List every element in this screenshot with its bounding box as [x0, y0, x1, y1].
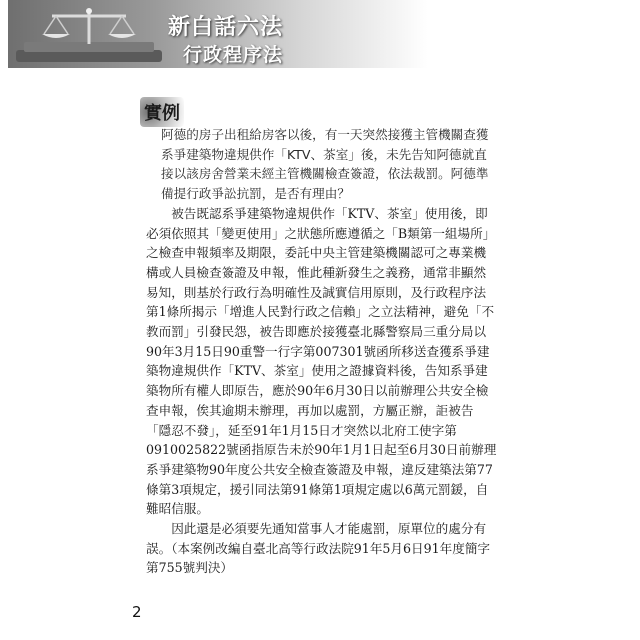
body-text	[146, 125, 498, 578]
conclusion-paragraph: 因此還是必須要先通知當事人才能處罰，原單位的處分有誤。（本案例改編自臺北高等行政法院91年5月6日91年度簡字第755號判決）	[146, 521, 491, 576]
case-question: 阿德的房子出租給房客以後，有一天突然接獲主管機關查獲系爭建築物違規供作「KTV、茶室」後，未先告知阿德就直接以該房舍營業未經主管機關檢查簽證，依法裁罰。阿德準備提行政爭訟抗罰，是否有理由？	[161, 127, 489, 202]
book-subtitle: 行政程序法	[183, 44, 284, 66]
book-title: 新白話六法	[168, 15, 284, 40]
scales-of-justice-icon	[14, 6, 164, 64]
page-number: 2	[132, 603, 142, 621]
section-label: 實例	[140, 97, 184, 127]
analysis-paragraph: 被告既認系爭建築物違規供作「KTV、茶室」使用後，即必須依照其「變更使用」之狀態所應遵循之「B類第一組場所」之檢查申報頻率及期限，委託中央主管建築機關認可之專業機構或人員檢查簽證及申報，惟此種新發生之義務，通常非顯然易知，則基於行政行為明確性及誠實信用原則，及行政程序法第1條所揭示「增進人民對行政之信賴」之立法精神，避免「不教而罰」引發民怨，被告即應於接獲臺北縣警察局三重分局以90年3月15日90重警一行字第007301號函所移送查獲系爭建築物違規供作「KTV、茶室」使用之證據資料後，告知系爭建築物所有權人即原告，應於90年6月30日以前辦理公共安全檢查申報，俟其逾期未辦理，再加以處罰，方屬正辦，詎被告「隱忍不發」，延至91年1月15日才突然以北府工使字第0910025822號函指原告未於90年1月1日起至6月30日前辦理系爭建築物90年度公共安全檢查簽證及申報，違反建築法第77條第3項規定，援引同法第91條第1項規定處以6萬元罰鍰，自難昭信服。	[146, 205, 497, 517]
